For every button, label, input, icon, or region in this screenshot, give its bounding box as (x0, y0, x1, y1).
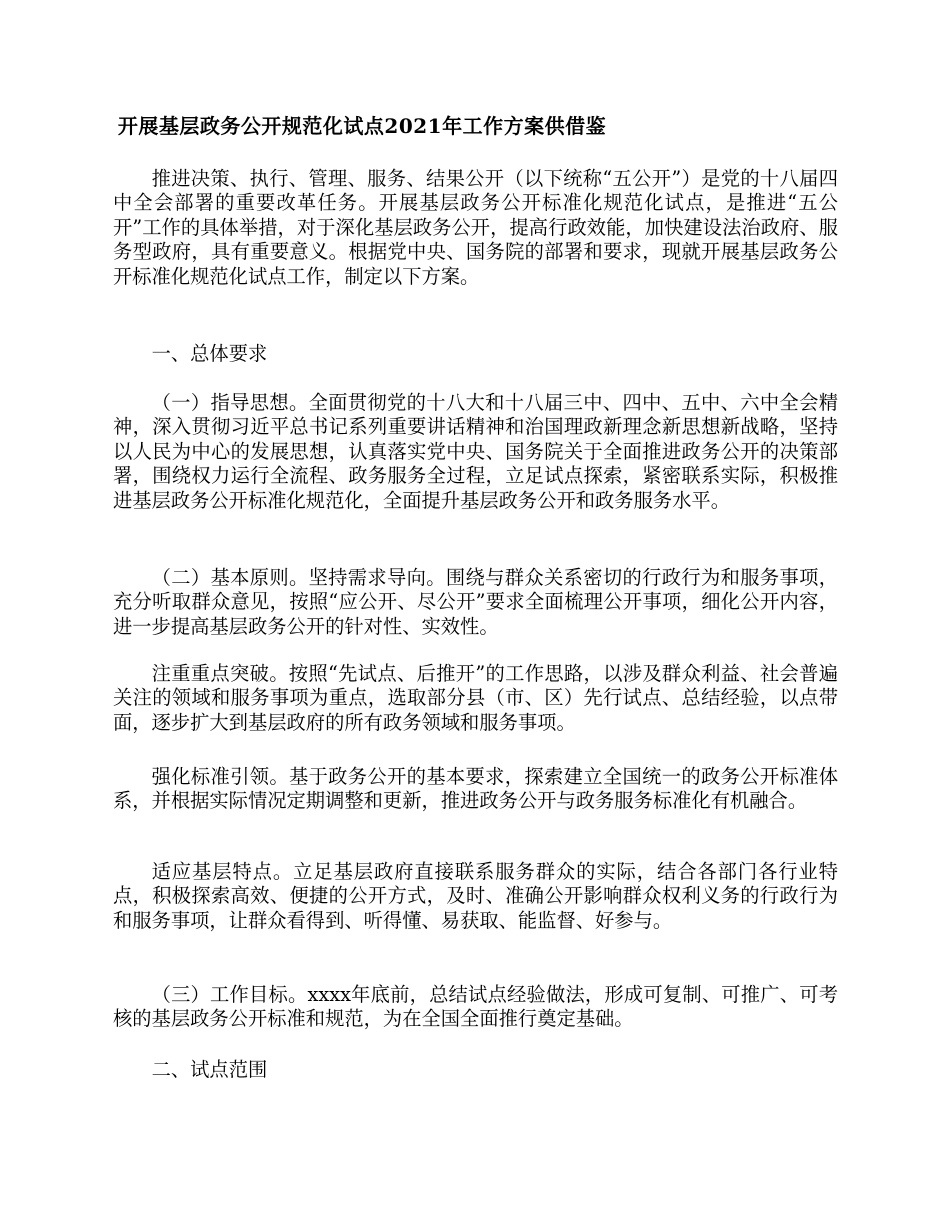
paragraph-guiding-ideology: （一）指导思想。全面贯彻党的十八大和十八届三中、四中、五中、六中全会精神，深入贯彻习近平总书记系列重要讲话精神和治国理政新理念新思想新战略，坚持以人民为中心的发展思想，认真落实党中央、国务院关于全面推进政务公开的决策部署，围绕权力运行全流程、政务服务全过程，立足试点探索，紧密联系实际，积极推进基层政务公开标准化规范化，全面提升基层政务公开和政务服务水平。 (113, 391, 838, 512)
paragraph-focus-breakthrough: 注重重点突破。按照“先试点、后推开”的工作思路，以涉及群众利益、社会普遍关注的领域和服务事项为重点，选取部分县（市、区）先行试点、总结经验，以点带面，逐步扩大到基层政府的所有政务领域和服务事项。 (113, 662, 838, 734)
paragraph-standard-guidance: 强化标准引领。基于政务公开的基本要求，探索建立全国统一的政务公开标准体系，并根据实际情况定期调整和更新，推进政务公开与政务服务标准化有机融合。 (113, 765, 838, 813)
paragraph-grassroots-features: 适应基层特点。立足基层政府直接联系服务群众的实际，结合各部门各行业特点，积极探索高效、便捷的公开方式，及时、准确公开影响群众权利义务的行政行为和服务事项，让群众看得到、听得懂、易获取、能监督、好参与。 (113, 860, 838, 932)
section-heading-pilot-scope: 二、试点范围 (151, 1058, 268, 1081)
section-heading-general-requirements: 一、总体要求 (151, 342, 268, 365)
paragraph-work-goals: （三）工作目标。xxxx年底前，总结试点经验做法，形成可复制、可推广、可考核的基层政务公开标准和规范，为在全国全面推行奠定基础。 (113, 983, 838, 1031)
intro-paragraph: 推进决策、执行、管理、服务、结果公开（以下统称“五公开”）是党的十八届四中全会部署的重要改革任务。开展基层政务公开标准化规范化试点，是推进“五公开”工作的具体举措，对于深化基层政务公开，提高行政效能，加快建设法治政府、服务型政府，具有重要意义。根据党中央、国务院的部署和要求，现就开展基层政务公开标准化规范化试点工作，制定以下方案。 (113, 167, 838, 288)
document-title: 开展基层政务公开规范化试点2021年工作方案供借鉴 (117, 114, 607, 138)
paragraph-basic-principles: （二）基本原则。坚持需求导向。围绕与群众关系密切的行政行为和服务事项，充分听取群众意见，按照“应公开、尽公开”要求全面梳理公开事项，细化公开内容，进一步提高基层政务公开的针对性、实效性。 (113, 566, 838, 638)
